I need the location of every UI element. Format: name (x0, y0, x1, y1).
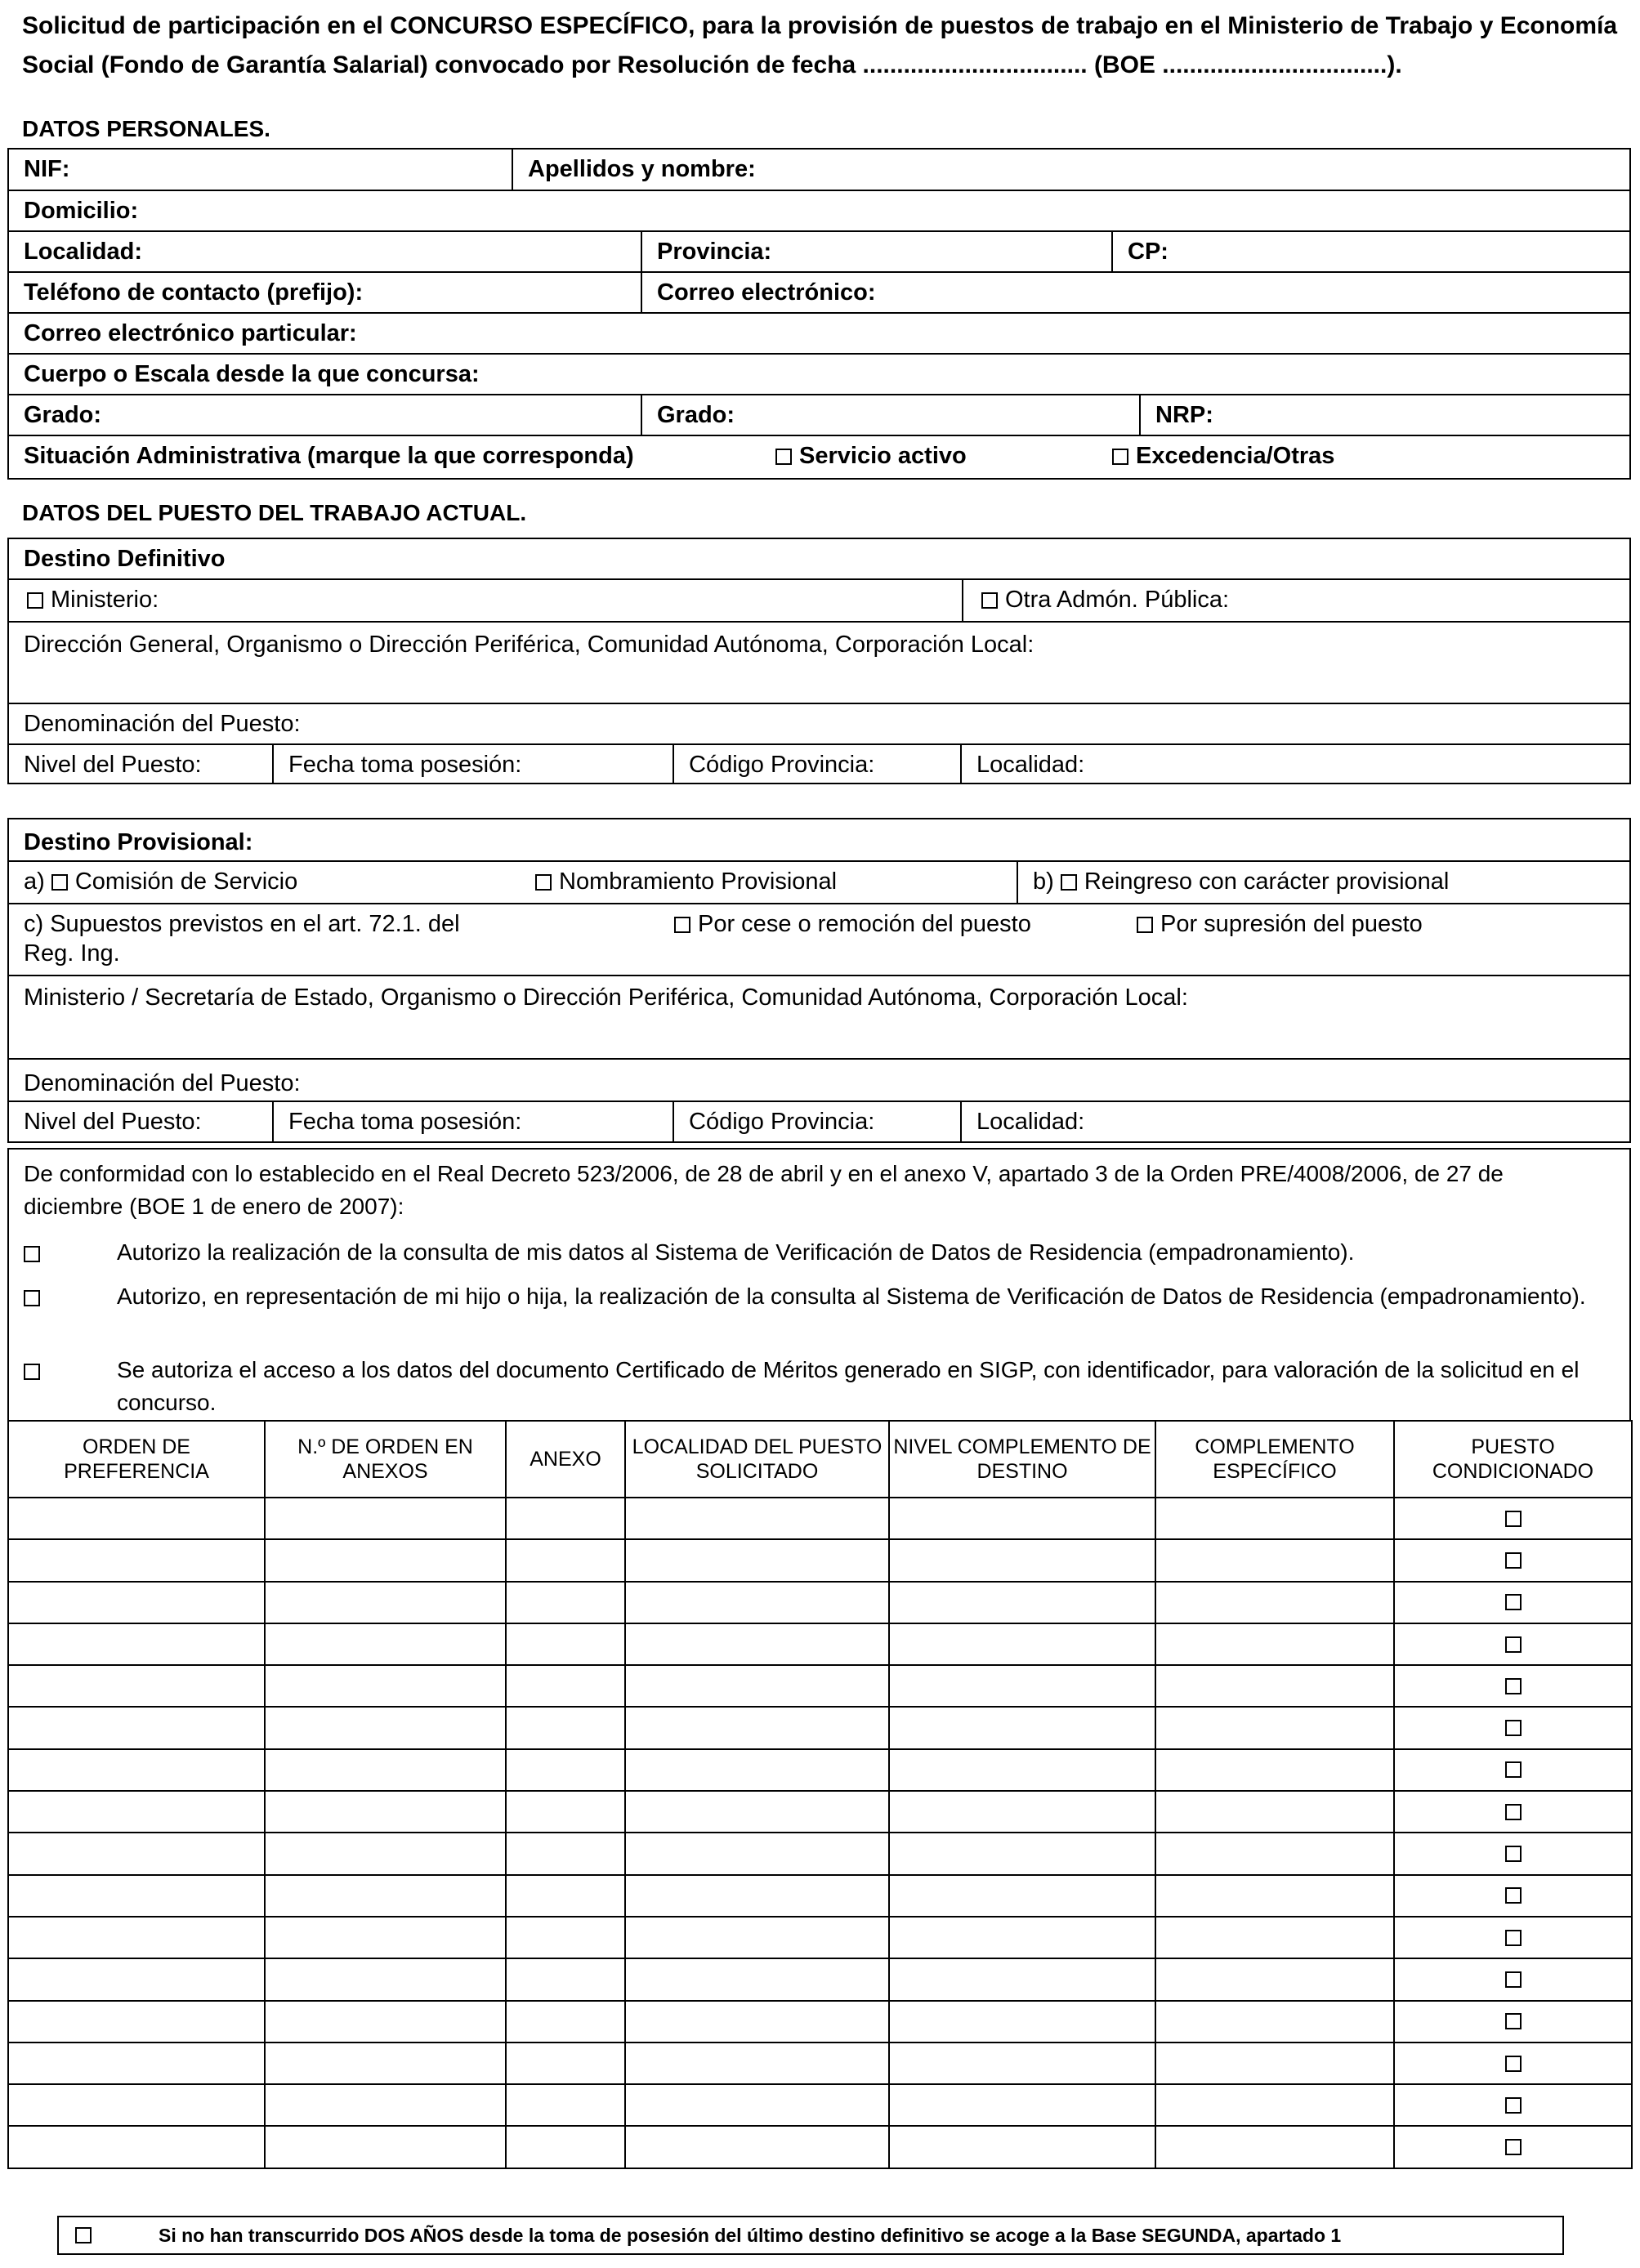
codigo-provincia-provisional-label: Código Provincia: (689, 1109, 875, 1135)
telefono-label: Teléfono de contacto (prefijo): (24, 279, 364, 306)
telefono-field[interactable] (9, 273, 641, 314)
preference-cell[interactable] (265, 1665, 506, 1707)
nivel-label: Nivel del Puesto: (24, 752, 202, 778)
puesto-condicionado-checkbox[interactable] (1505, 1720, 1522, 1736)
row-nivel-provisional (9, 1101, 1629, 1141)
comision-label: Comisión de Servicio (74, 868, 298, 895)
preference-cell[interactable] (265, 1958, 506, 2000)
excedencia-option[interactable] (1097, 436, 1629, 478)
puesto-condicionado-checkbox[interactable] (1505, 1930, 1522, 1946)
preference-row (8, 1749, 1632, 1791)
cuerpo-label: Cuerpo o Escala desde la que concursa: (24, 361, 480, 387)
grado-2-field[interactable] (641, 395, 1139, 436)
direccion-label: Dirección General, Organismo o Dirección Periférica, Comunidad Autónoma, Corporación Local: (24, 632, 1034, 658)
preference-cell[interactable] (889, 1539, 1155, 1581)
col-anexo: ANEXO (506, 1421, 625, 1498)
preference-cell[interactable] (506, 1623, 625, 1665)
preference-cell[interactable] (625, 2001, 889, 2043)
ministerio-label: Ministerio: (51, 587, 159, 613)
preference-cell[interactable] (1155, 1791, 1394, 1833)
preference-cell[interactable] (1394, 1498, 1632, 1539)
preference-cell[interactable] (889, 2001, 1155, 2043)
preference-row (8, 1665, 1632, 1707)
puesto-condicionado-checkbox[interactable] (1505, 1511, 1522, 1527)
preferences-header-row (8, 1421, 1632, 1498)
preference-cell[interactable] (889, 1749, 1155, 1791)
preferences-body (8, 1498, 1632, 2168)
puesto-condicionado-checkbox[interactable] (1505, 1971, 1522, 1988)
preference-cell[interactable] (889, 1582, 1155, 1623)
preference-cell[interactable] (506, 1707, 625, 1748)
supuestos-label: c) Supuestos previstos en el art. 72.1. del Reg. Ing. (24, 911, 460, 967)
preference-cell[interactable] (1155, 1498, 1394, 1539)
col-nivel-complemento: NIVEL COMPLEMENTO DE DESTINO (889, 1421, 1155, 1498)
preference-cell[interactable] (265, 1875, 506, 1917)
correo-label: Correo electrónico: (657, 279, 876, 306)
preference-cell[interactable] (1394, 2043, 1632, 2084)
preference-cell[interactable] (1394, 1833, 1632, 1874)
preference-cell[interactable] (1155, 2084, 1394, 2126)
codigo-provincia-field[interactable] (673, 745, 960, 783)
preference-row (8, 1498, 1632, 1539)
a-prefix: a) (24, 868, 45, 895)
ministerio-secretaria-field[interactable] (9, 976, 1629, 1060)
preference-cell[interactable] (1394, 1875, 1632, 1917)
reingreso-checkbox[interactable] (1061, 874, 1077, 891)
excedencia-label: Excedencia/Otras (1136, 443, 1335, 469)
preference-row (8, 1582, 1632, 1623)
puesto-condicionado-checkbox[interactable] (1505, 1594, 1522, 1610)
preference-cell[interactable] (625, 2043, 889, 2084)
consent-sigp-text: Se autoriza el acceso a los datos del documento Certificado de Méritos generado en SIGP, con identificador, para valoración de la solicitud en el concurso. (117, 1357, 1580, 1415)
preference-cell[interactable] (625, 1582, 889, 1623)
row-nif (9, 150, 1629, 191)
form-title: Solicitud de participación en el CONCURSO ESPECÍFICO, para la provisión de puestos de trabajo en el Ministerio de Trabajo y Economía Social (Fondo de Garantía Salarial) convocado por Resolución de fecha ................................. (BOE .................................). (22, 12, 1618, 78)
preference-cell[interactable] (8, 1917, 265, 1958)
preference-cell[interactable] (1155, 1958, 1394, 2000)
preference-cell[interactable] (1155, 2001, 1394, 2043)
puesto-condicionado-checkbox[interactable] (1505, 1678, 1522, 1694)
preference-row (8, 1958, 1632, 2000)
nombramiento-label: Nombramiento Provisional (559, 868, 838, 895)
puesto-condicionado-checkbox[interactable] (1505, 1636, 1522, 1653)
preference-cell[interactable] (625, 1749, 889, 1791)
row-correo-particular (9, 312, 1629, 355)
preference-cell[interactable] (8, 2043, 265, 2084)
preference-cell[interactable] (1155, 1665, 1394, 1707)
por-supresion-label: Por supresión del puesto (1160, 911, 1423, 937)
preference-cell[interactable] (889, 1875, 1155, 1917)
preference-cell[interactable] (625, 1917, 889, 1958)
preference-cell[interactable] (625, 1498, 889, 1539)
row-definitivo-heading (9, 539, 1629, 580)
provisional-heading: Destino Provisional: (24, 829, 253, 855)
preference-cell[interactable] (1394, 1958, 1632, 2000)
row-provisional-heading (9, 819, 1629, 862)
col-localidad-puesto: LOCALIDAD DEL PUESTO SOLICITADO (625, 1421, 889, 1498)
preference-cell[interactable] (1394, 2001, 1632, 2043)
consent-intro: De conformidad con lo establecido en el Real Decreto 523/2006, de 28 de abril y en el anexo V, apartado 3 de la Orden PRE/4008/2006, de 27 de diciembre (BOE 1 de enero de 2007): (24, 1161, 1504, 1219)
ministerio-secretaria-label: Ministerio / Secretaría de Estado, Organismo o Dirección Periférica, Comunidad Autónoma, Corporación Local: (24, 984, 1188, 1011)
row-grado (9, 394, 1629, 436)
preference-cell[interactable] (1155, 1833, 1394, 1874)
preference-cell[interactable] (265, 1498, 506, 1539)
grado-2-label: Grado: (657, 402, 735, 428)
fecha-provisional-label: Fecha toma posesión: (288, 1109, 522, 1135)
col-orden-preferencia: ORDEN DE PREFERENCIA (8, 1421, 265, 1498)
name-label: Apellidos y nombre: (528, 156, 756, 182)
preference-cell[interactable] (1394, 1539, 1632, 1581)
puesto-condicionado-checkbox[interactable] (1505, 1761, 1522, 1778)
preference-cell[interactable] (1394, 2126, 1632, 2168)
preference-cell[interactable] (1394, 2084, 1632, 2126)
cuerpo-field[interactable] (9, 355, 1629, 395)
servicio-activo-label: Servicio activo (799, 443, 967, 469)
base-segunda-checkbox[interactable] (75, 2227, 92, 2243)
cp-field[interactable] (1111, 232, 1629, 273)
preference-row (8, 1917, 1632, 1958)
por-cese-label: Por cese o remoción del puesto (698, 911, 1031, 937)
preference-cell[interactable] (506, 1791, 625, 1833)
preference-cell[interactable] (506, 2001, 625, 2043)
grado-field[interactable] (9, 395, 641, 436)
preference-cell[interactable] (889, 1791, 1155, 1833)
domicilio-field[interactable] (9, 191, 1629, 232)
preference-cell[interactable] (889, 1665, 1155, 1707)
cp-label: CP: (1128, 239, 1169, 265)
puesto-condicionado-checkbox[interactable] (1505, 1804, 1522, 1820)
preference-cell[interactable] (265, 1707, 506, 1748)
footer-text: Si no han transcurrido DOS AÑOS desde la toma de posesión del último destino definitivo se acoge a la Base SEGUNDA, apartado 1 (159, 2225, 1342, 2246)
preference-cell[interactable] (1155, 1749, 1394, 1791)
preference-cell[interactable] (889, 2043, 1155, 2084)
preference-cell[interactable] (265, 2001, 506, 2043)
preference-row (8, 2084, 1632, 2126)
preference-cell[interactable] (8, 2126, 265, 2168)
nombramiento-option[interactable] (524, 862, 1017, 904)
row-ministerio-secretaria (9, 975, 1629, 1060)
preference-cell[interactable] (8, 1791, 265, 1833)
consent-residencia-text: Autorizo la realización de la consulta de mis datos al Sistema de Verificación de Datos de Residencia (empadronamiento). (117, 1239, 1355, 1265)
preference-cell[interactable] (8, 1498, 265, 1539)
comision-option[interactable] (9, 862, 524, 904)
reingreso-label: Reingreso con carácter provisional (1084, 868, 1450, 895)
preference-cell[interactable] (506, 2084, 625, 2126)
preference-cell[interactable] (265, 1539, 506, 1581)
preference-cell[interactable] (265, 1917, 506, 1958)
preference-cell[interactable] (1155, 1917, 1394, 1958)
fecha-label: Fecha toma posesión: (288, 752, 522, 778)
nrp-field[interactable] (1139, 395, 1629, 436)
col-complemento-especifico: COMPLEMENTO ESPECÍFICO (1155, 1421, 1394, 1498)
otra-admon-label: Otra Admón. Pública: (1005, 587, 1230, 613)
preference-cell[interactable] (506, 1917, 625, 1958)
preference-cell[interactable] (889, 2126, 1155, 2168)
col-numero-orden: N.º DE ORDEN EN ANEXOS (265, 1421, 506, 1498)
preference-cell[interactable] (1394, 1791, 1632, 1833)
preference-cell[interactable] (8, 1539, 265, 1581)
row-ministerio (9, 578, 1629, 623)
preference-cell[interactable] (889, 1707, 1155, 1748)
preference-cell[interactable] (1394, 1707, 1632, 1748)
preference-cell[interactable] (625, 1707, 889, 1748)
preference-cell[interactable] (8, 1582, 265, 1623)
localidad-provisional-field[interactable] (960, 1102, 1629, 1141)
preference-cell[interactable] (8, 1875, 265, 1917)
consent-hijo-checkbox[interactable] (24, 1290, 40, 1306)
definitive-destination-box (7, 538, 1631, 784)
localidad-field[interactable] (9, 232, 641, 273)
provisional-destination-box (7, 818, 1631, 1143)
preference-row (8, 1875, 1632, 1917)
preference-cell[interactable] (1394, 1917, 1632, 1958)
preference-row (8, 1623, 1632, 1665)
preference-cell[interactable] (8, 1833, 265, 1874)
por-supresion-option[interactable] (1125, 904, 1629, 976)
codigo-provincia-provisional-field[interactable] (673, 1102, 960, 1141)
codigo-provincia-label: Código Provincia: (689, 752, 875, 778)
preference-cell[interactable] (1155, 1582, 1394, 1623)
preference-cell[interactable] (265, 2126, 506, 2168)
row-direccion (9, 621, 1629, 704)
preference-cell[interactable] (1155, 2043, 1394, 2084)
consent-residencia-checkbox[interactable] (24, 1246, 40, 1262)
puesto-condicionado-checkbox[interactable] (1505, 1552, 1522, 1569)
preference-cell[interactable] (265, 1833, 506, 1874)
otra-admon-option[interactable] (962, 580, 1629, 623)
row-supuestos (9, 903, 1629, 976)
puesto-condicionado-checkbox[interactable] (1505, 2097, 1522, 2114)
denominacion-field[interactable] (9, 704, 1629, 745)
preference-cell[interactable] (625, 1791, 889, 1833)
preference-row (8, 2043, 1632, 2084)
preference-cell[interactable] (625, 1623, 889, 1665)
preference-cell[interactable] (506, 1875, 625, 1917)
preference-cell[interactable] (889, 1917, 1155, 1958)
puesto-condicionado-checkbox[interactable] (1505, 2013, 1522, 2029)
reingreso-option[interactable] (1017, 862, 1629, 904)
provincia-field[interactable] (641, 232, 1111, 273)
preference-cell[interactable] (889, 1958, 1155, 2000)
preference-cell[interactable] (8, 1665, 265, 1707)
current-job-heading: DATOS DEL PUESTO DEL TRABAJO ACTUAL. (22, 500, 527, 525)
preference-cell[interactable] (625, 1539, 889, 1581)
preference-cell[interactable] (889, 1498, 1155, 1539)
definitivo-heading: Destino Definitivo (24, 546, 226, 572)
preference-cell[interactable] (625, 2126, 889, 2168)
preference-cell[interactable] (265, 1582, 506, 1623)
b-prefix: b) (1033, 868, 1054, 895)
preference-cell[interactable] (8, 1749, 265, 1791)
row-telefono (9, 271, 1629, 314)
preference-cell[interactable] (625, 1833, 889, 1874)
row-denominacion (9, 703, 1629, 745)
nombramiento-checkbox[interactable] (535, 874, 552, 891)
domicilio-label: Domicilio: (24, 198, 139, 224)
preference-cell[interactable] (265, 1791, 506, 1833)
name-field[interactable] (512, 150, 1629, 191)
preference-cell[interactable] (889, 2084, 1155, 2126)
preference-row (8, 1539, 1632, 1581)
preference-cell[interactable] (8, 1958, 265, 2000)
preference-cell[interactable] (1155, 2126, 1394, 2168)
preference-row (8, 1791, 1632, 1833)
row-provisional-options (9, 860, 1629, 904)
preference-cell[interactable] (265, 1623, 506, 1665)
preference-row (8, 2001, 1632, 2043)
row-domicilio (9, 190, 1629, 232)
preference-cell[interactable] (889, 1623, 1155, 1665)
provincia-label: Provincia: (657, 239, 772, 265)
preference-cell[interactable] (8, 2084, 265, 2126)
nivel-provisional-field[interactable] (9, 1102, 272, 1141)
denominacion-provisional-field[interactable] (9, 1060, 1629, 1102)
preference-row (8, 1833, 1632, 1874)
preference-cell[interactable] (506, 1665, 625, 1707)
personal-data-box (7, 148, 1631, 480)
preference-cell[interactable] (506, 1749, 625, 1791)
comision-checkbox[interactable] (51, 874, 68, 891)
grado-label: Grado: (24, 402, 102, 428)
ministerio-checkbox[interactable] (27, 592, 43, 609)
preference-cell[interactable] (506, 2126, 625, 2168)
otra-admon-checkbox[interactable] (981, 592, 998, 609)
preference-cell[interactable] (1394, 1665, 1632, 1707)
preference-cell[interactable] (1394, 1623, 1632, 1665)
preference-cell[interactable] (8, 2001, 265, 2043)
preference-cell[interactable] (265, 2084, 506, 2126)
puesto-condicionado-checkbox[interactable] (1505, 1846, 1522, 1862)
direccion-field[interactable] (9, 623, 1629, 704)
puesto-condicionado-checkbox[interactable] (1505, 1887, 1522, 1904)
nivel-provisional-label: Nivel del Puesto: (24, 1109, 202, 1135)
preference-cell[interactable] (1155, 1707, 1394, 1748)
row-denominacion-provisional (9, 1058, 1629, 1102)
preference-row (8, 1707, 1632, 1748)
preference-cell[interactable] (8, 1707, 265, 1748)
preference-cell[interactable] (506, 1498, 625, 1539)
nivel-field[interactable] (9, 745, 272, 783)
denominacion-label: Denominación del Puesto: (24, 711, 301, 737)
row-localidad (9, 230, 1629, 273)
fecha-field[interactable] (272, 745, 673, 783)
preference-cell[interactable] (1394, 1582, 1632, 1623)
correo-particular-field[interactable] (9, 314, 1629, 355)
localidad-puesto-field[interactable] (960, 745, 1629, 783)
nif-field[interactable] (9, 150, 512, 191)
localidad-provisional-label: Localidad: (976, 1109, 1085, 1135)
correo-particular-label: Correo electrónico particular: (24, 320, 357, 346)
preference-cell[interactable] (625, 1958, 889, 2000)
preference-cell[interactable] (1394, 1749, 1632, 1791)
col-puesto-condicionado: PUESTO CONDICIONADO (1394, 1421, 1632, 1498)
preference-cell[interactable] (265, 2043, 506, 2084)
preference-cell[interactable] (1155, 1875, 1394, 1917)
consent-hijo-text: Autorizo, en representación de mi hijo o hija, la realización de la consulta al Sistema de Verificación de Datos de Residencia (empadronamiento). (117, 1284, 1586, 1309)
ministerio-option[interactable] (9, 580, 962, 623)
por-supresion-checkbox[interactable] (1137, 917, 1153, 933)
preference-cell[interactable] (506, 1833, 625, 1874)
preference-cell[interactable] (625, 1875, 889, 1917)
consent-sigp-checkbox[interactable] (24, 1364, 40, 1380)
servicio-activo-option[interactable] (761, 436, 1104, 478)
preference-cell[interactable] (506, 2043, 625, 2084)
localidad-puesto-label: Localidad: (976, 752, 1085, 778)
preference-cell[interactable] (506, 1539, 625, 1581)
preference-cell[interactable] (889, 1833, 1155, 1874)
puesto-condicionado-checkbox[interactable] (1505, 2139, 1522, 2155)
preference-cell[interactable] (265, 1749, 506, 1791)
personal-data-heading: DATOS PERSONALES. (22, 116, 270, 141)
row-situacion (9, 435, 1629, 478)
denominacion-provisional-label: Denominación del Puesto: (24, 1070, 301, 1096)
preference-cell[interactable] (8, 1623, 265, 1665)
excedencia-checkbox[interactable] (1112, 449, 1128, 465)
preference-cell[interactable] (506, 1958, 625, 2000)
correo-field[interactable] (641, 273, 1629, 314)
preference-row (8, 2126, 1632, 2168)
por-cese-checkbox[interactable] (674, 917, 690, 933)
row-nivel (9, 743, 1629, 783)
consent-box (7, 1148, 1631, 1422)
puesto-condicionado-checkbox[interactable] (1505, 2056, 1522, 2072)
fecha-provisional-field[interactable] (272, 1102, 673, 1141)
row-cuerpo (9, 353, 1629, 395)
localidad-label: Localidad: (24, 239, 143, 265)
nrp-label: NRP: (1155, 402, 1213, 428)
preference-cell[interactable] (625, 2084, 889, 2126)
nif-label: NIF: (24, 156, 70, 182)
preference-cell[interactable] (1155, 1623, 1394, 1665)
por-cese-option[interactable] (659, 904, 1035, 976)
preference-cell[interactable] (506, 1582, 625, 1623)
footer-notice[interactable] (57, 2216, 1564, 2255)
preference-cell[interactable] (1155, 1539, 1394, 1581)
preference-cell[interactable] (625, 1665, 889, 1707)
servicio-activo-checkbox[interactable] (775, 449, 792, 465)
preferences-table (7, 1420, 1633, 2169)
situacion-label: Situación Administrativa (marque la que corresponda) (24, 443, 634, 469)
